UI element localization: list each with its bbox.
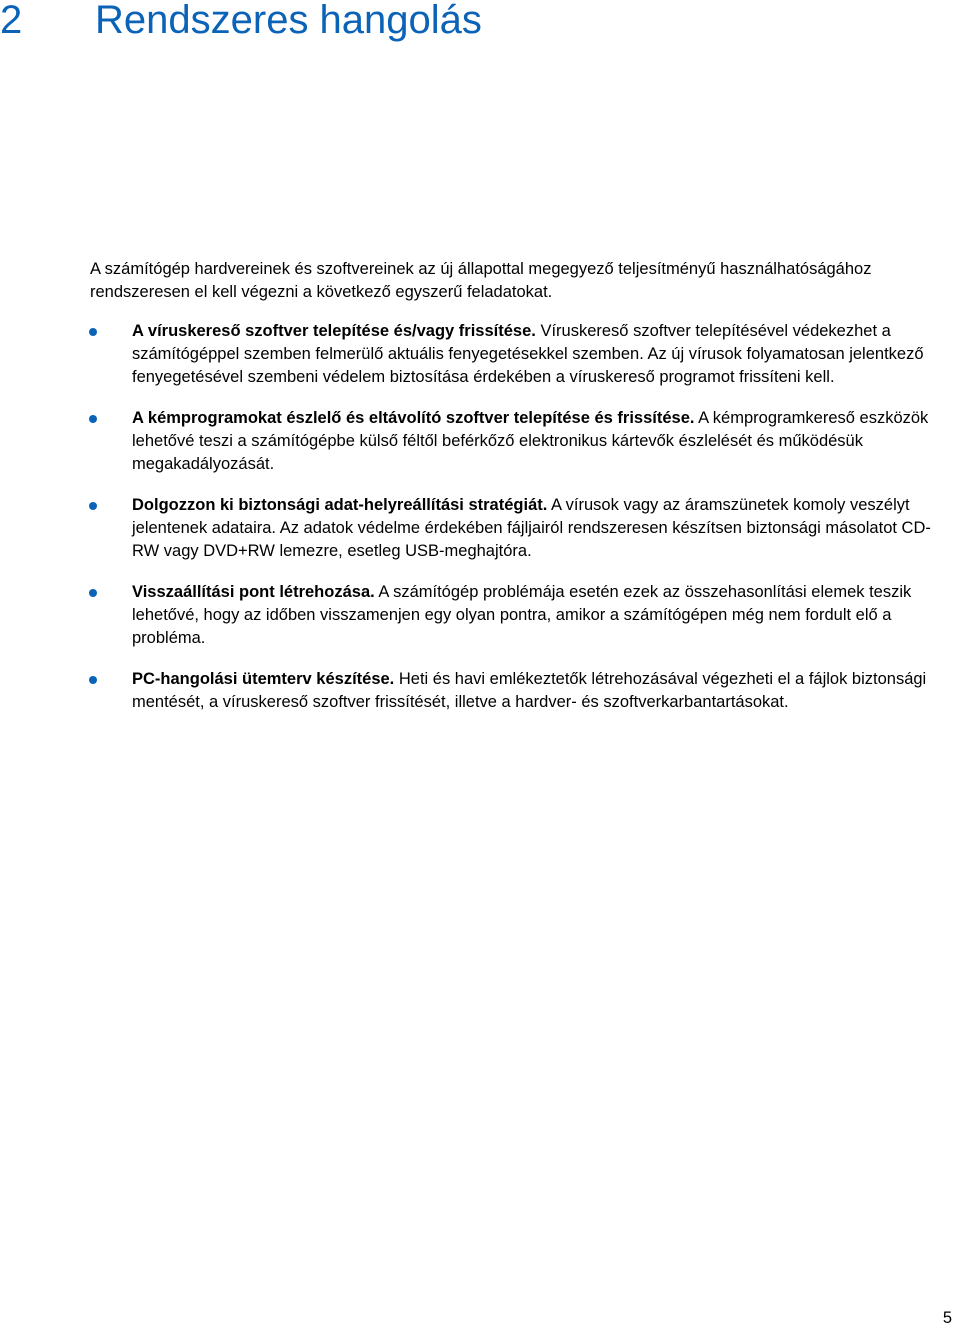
list-item [0, 581, 958, 650]
intro-paragraph: A számítógép hardvereinek és szoftvereinek az új állapottal megegyező teljesítményű használhatóságához rendszeresen el kell végezni a következő egyszerű feladatokat. [90, 260, 872, 301]
bullet-dot-icon [89, 676, 97, 684]
item-heading: Visszaállítási pont létrehozása. [132, 583, 375, 601]
page-number: 5 [942, 1309, 952, 1327]
list-item [0, 668, 958, 714]
bullet-dot-icon [89, 589, 97, 597]
bullet-dot-icon [89, 415, 97, 423]
item-text: A vírusok vagy az áramszünetek komoly veszélyt jelentenek adataira. Az adatok védelme érdekében fájljairól rendszeresen készítsen biztonsági másolatot CD-RW vagy DVD+RW lemezre, esetleg USB-meghajtóra. [132, 496, 931, 560]
item-heading: A víruskereső szoftver telepítése és/vagy frissítése. [132, 322, 536, 340]
item-text: A számítógép problémája esetén ezek az összehasonlítási elemek teszik lehetővé, hogy az időben visszamenjen egy olyan pontra, amikor a számítógépen még nem fordult elő a probléma. [132, 583, 912, 647]
list-item [0, 494, 958, 563]
chapter-title: Rendszeres hangolás [95, 0, 482, 42]
list-item [0, 407, 958, 476]
chapter-number: 2 [0, 0, 23, 42]
item-text: Víruskereső szoftver telepítésével védekezhet a számítógéppel szemben felmerülő aktuális fenyegetésekkel szemben. Az új vírusok folyamatosan jelentkező fenyegetésével szembeni védelem biztosítása érdekében a víruskereső programot frissíteni kell. [132, 322, 924, 386]
bullet-dot-icon [89, 502, 97, 510]
item-text: Heti és havi emlékeztetők létrehozásával végezheti el a fájlok biztonsági mentését, a víruskereső szoftver frissítését, illetve a hardver- és szoftverkarbantartásokat. [132, 670, 927, 711]
item-text: A kémprogramkereső eszközök lehetővé teszi a számítógépbe külső féltől beférkőző elektronikus kártevők észlelését és működésük megakadályozását. [132, 409, 929, 473]
bullet-dot-icon [89, 328, 97, 336]
item-heading: A kémprogramokat észlelő és eltávolító szoftver telepítése és frissítése. [132, 409, 695, 427]
item-heading: PC-hangolási ütemterv készítése. [132, 670, 395, 688]
list-item [0, 320, 958, 389]
chapter-heading [0, 0, 482, 48]
task-list [0, 320, 960, 732]
item-heading: Dolgozzon ki biztonsági adat-helyreállítási stratégiát. [132, 496, 548, 514]
